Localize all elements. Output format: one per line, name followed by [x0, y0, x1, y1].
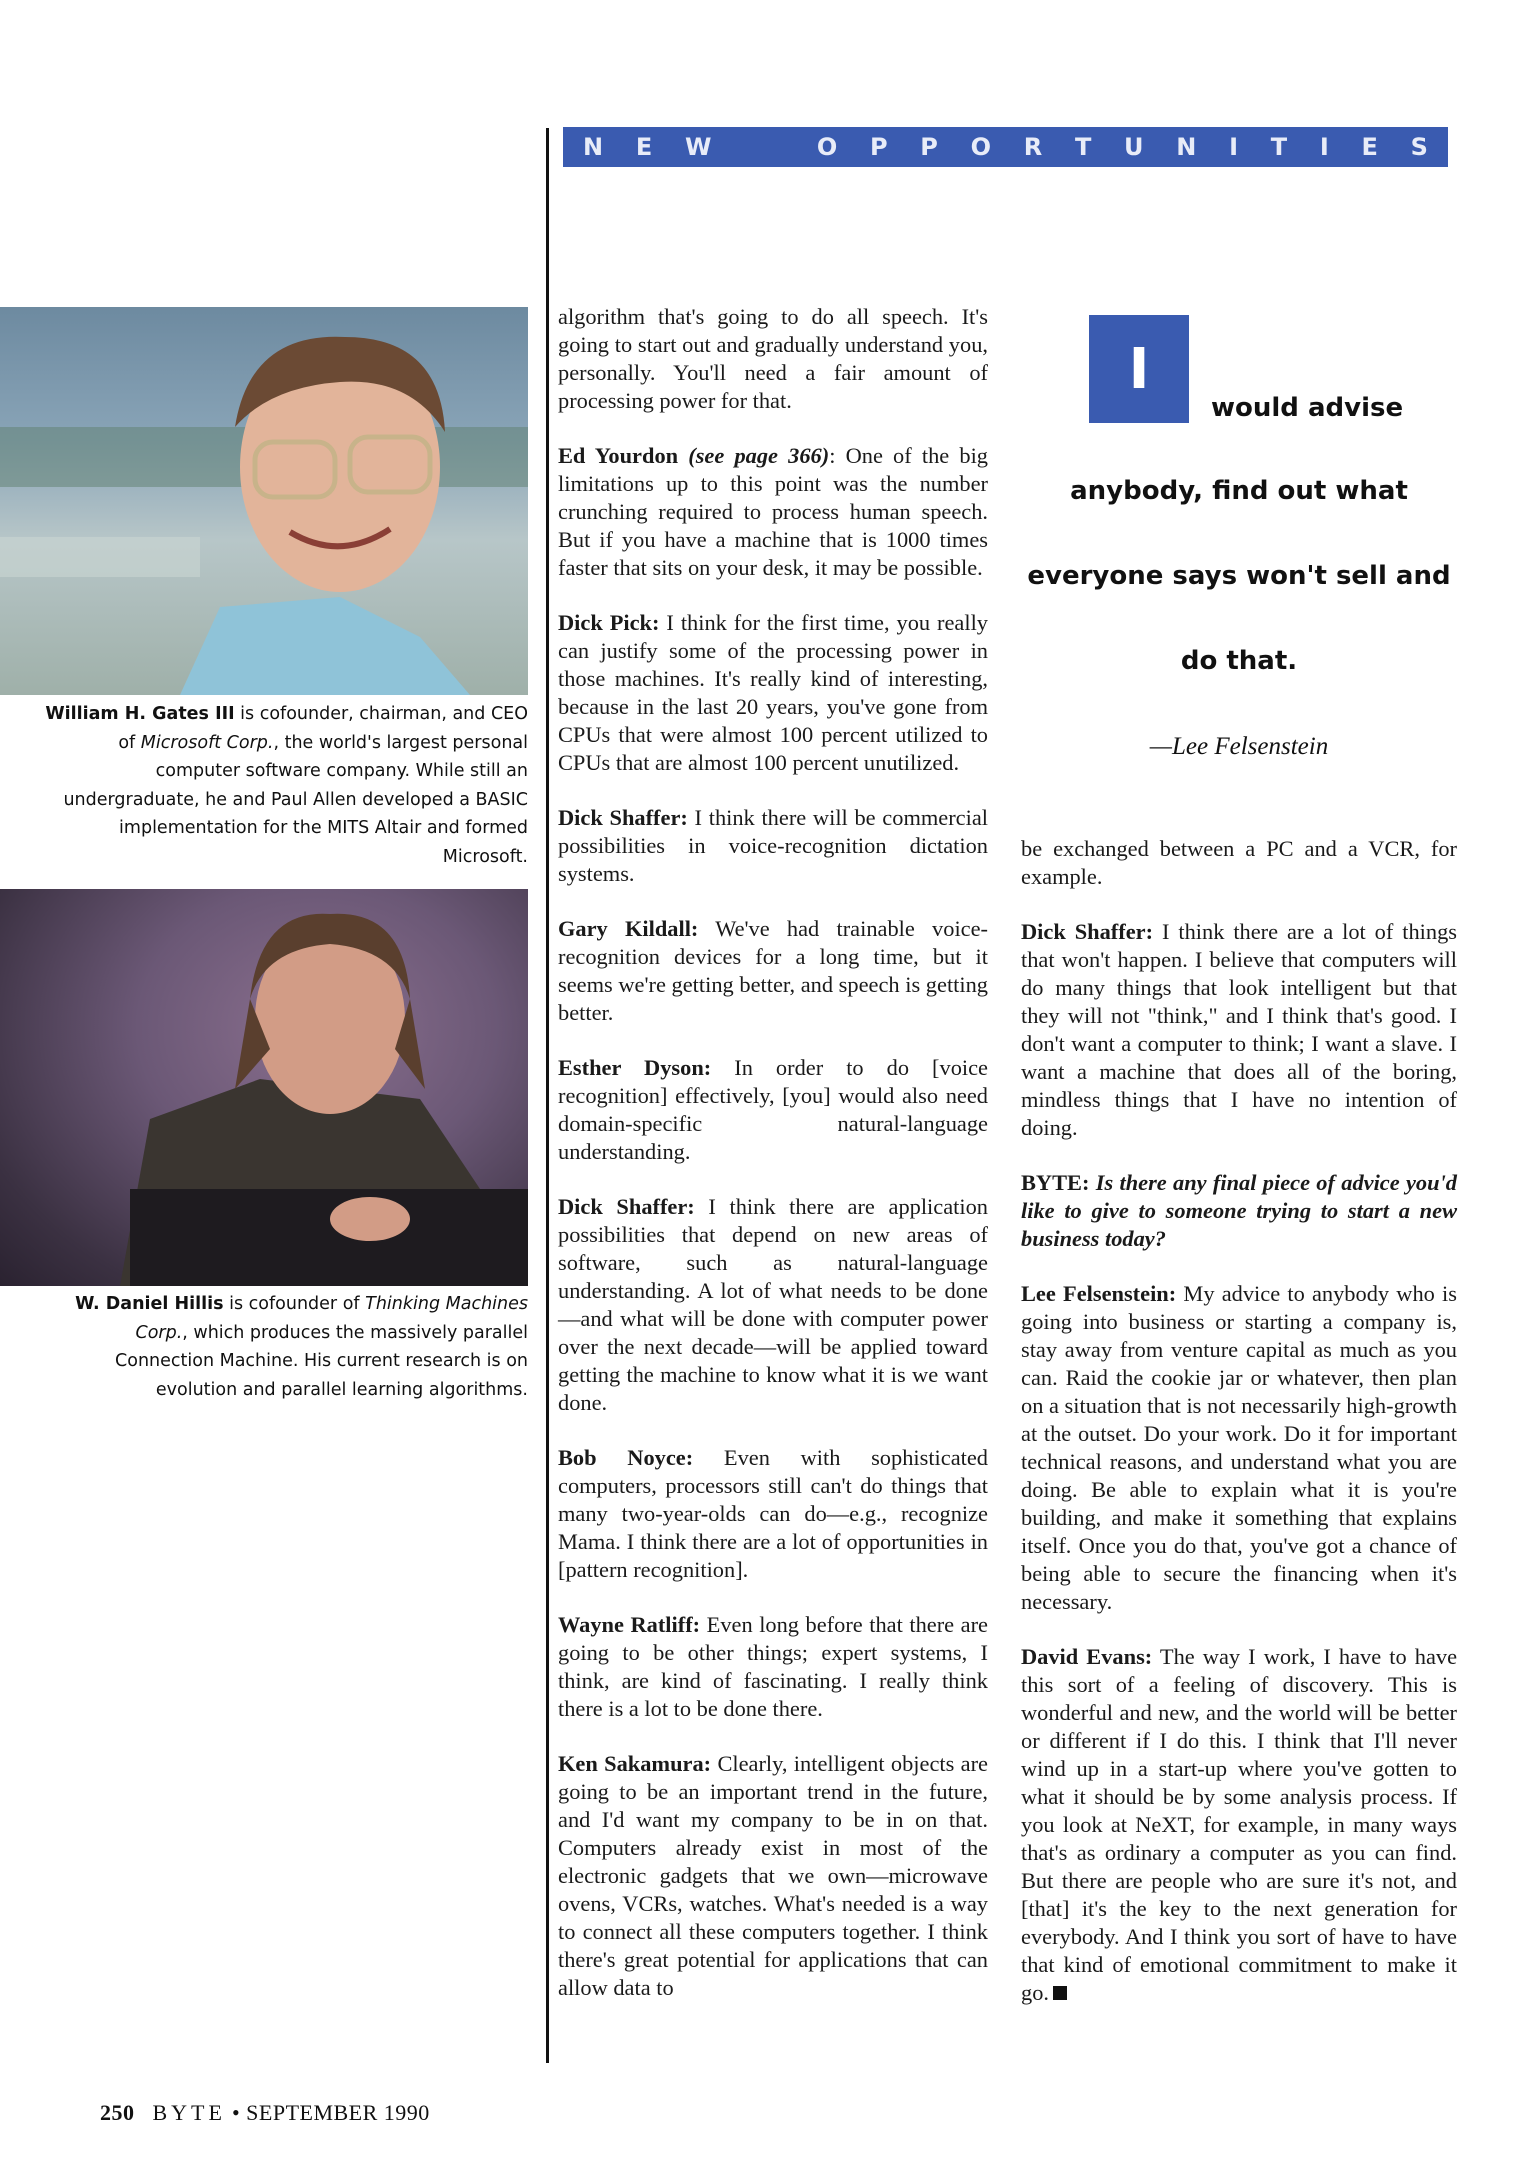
pull-quote-attribution: —Lee Felsenstein: [1149, 733, 1329, 760]
page-number: 250: [100, 2100, 135, 2125]
pull-quote-line: anybody, find out what: [1070, 476, 1408, 506]
paragraph-text: Even long before that there are going to be other things; expert systems, I think, are kind of fascinating. I really think there is a lot to be done there.: [558, 1612, 988, 1721]
header-letter: T: [1074, 133, 1092, 161]
paragraph: [558, 915, 988, 1027]
page-footer: [100, 2100, 430, 2126]
caption-text: , which produces the massively parallel Connection Machine. His current research is on evolution and parallel learning algorithms.: [115, 1322, 528, 1400]
paragraph-text: We've had trainable voice-recognition devices for a long time, but it seems we're getting better, and speech is getting better.: [558, 916, 988, 1025]
header-letter: U: [1124, 133, 1144, 161]
gates-photo: [0, 307, 528, 695]
speaker-name: Dick Shaffer:: [1021, 919, 1154, 944]
caption-text: , the world's largest personal computer software company. While still an undergraduate, he and Paul Allen developed a BASIC implementation for the MITS Altair and formed Microsoft.: [63, 732, 528, 867]
paragraph-text: Clearly, intelligent objects are going to be an important trend in the future, and I'd want my company to be in on that. Computers already exist in most of the electronic gadgets that we own—microwave ovens, VCRs, watches. What's needed is a way to connect all these computers together. I think there's great potential for applications that can allow data to: [558, 1751, 988, 2000]
page-reference: (see page 366): [678, 443, 830, 468]
header-letter: E: [1361, 133, 1378, 161]
header-letter: E: [635, 133, 653, 161]
caption-company: Microsoft Corp.: [140, 732, 274, 753]
speaker-name: Ken Sakamura:: [558, 1751, 712, 1776]
portrait-image: [0, 889, 528, 1286]
speaker-name: Dick Shaffer:: [558, 1194, 695, 1219]
paragraph-text: Even with sophisticated computers, processors still can't do things that many two-year-olds can do—e.g., recognize Mama. I think there are a lot of opportunities in [pattern recognition].: [558, 1445, 989, 1582]
caption-text: is cofounder of: [223, 1294, 366, 1314]
caption-text: is cofounder, chairman, and CEO of: [118, 704, 528, 753]
article-column-2: [558, 303, 988, 2029]
header-letter: O: [816, 133, 838, 161]
header-letter: N: [583, 133, 604, 161]
paragraph: [558, 1054, 988, 1166]
paragraph: [1021, 918, 1457, 1142]
speaker-name: Ed Yourdon: [558, 443, 679, 468]
paragraph-text: I think for the first time, you really can justify some of the processing power in those machines. It's really kind of interesting, because in the last 20 years, you've gone from CPUs that were almost 100 percent utilized to CPUs that are almost 100 percent unutilized.: [558, 610, 989, 775]
pull-quote-line: would advise: [1211, 393, 1404, 423]
paragraph: [558, 1193, 988, 1417]
header-letter: I: [1319, 133, 1329, 161]
caption-name: W. Daniel Hillis: [75, 1294, 224, 1314]
header-letter: W: [684, 133, 712, 161]
paragraph-text: I think there will be commercial possibilities in voice-recognition dictation systems.: [558, 805, 988, 886]
paragraph-text: The way I work, I have to have this sort of a feeling of discovery. This is wonderful and new, and the world will be better or different if I do this. I think that I'll never wind up in a start-up where you've gotten to what it should be by some analysis process. If you look at NeXT, for example, in many ways that's as ordinary a computer as you can find. But there are people who are sure it's not, and [that] it's the key to the next generation for everybody. And I think you sort of have to have that kind of emotional commitment to make it go.: [1021, 1644, 1458, 2005]
pull-quote-line: do that.: [1180, 646, 1298, 676]
gates-caption: [40, 700, 528, 871]
caption-company: Thinking Machines Corp.: [135, 1294, 528, 1343]
speaker-name: Lee Felsenstein:: [1021, 1281, 1177, 1306]
paragraph-text: In order to do [voice recognition] effectively, [you] would also need domain-specific natural-language understanding.: [558, 1055, 988, 1164]
paragraph-text: I think there are a lot of things that won't happen. I believe that computers will do many things that look intelligent but that they will not "think," and I think that's good. I don't want a computer to think; I want a slave. I want a machine that does all of the boring, mindless things that I have no intention of doing.: [1021, 919, 1457, 1140]
magazine-name: BYTE: [152, 2100, 226, 2125]
end-mark-icon: [1053, 1986, 1067, 2000]
drop-cap: I: [1089, 315, 1189, 423]
speaker-name: Dick Shaffer:: [558, 805, 688, 830]
header-letter: T: [1270, 133, 1288, 161]
article-column-3: [1021, 835, 1457, 2034]
paragraph: [558, 442, 988, 582]
paragraph: [1021, 1169, 1457, 1253]
question-text: Is there any final piece of advice you'd like to give to someone trying to start a new business today?: [1021, 1170, 1457, 1251]
paragraph: [558, 1750, 988, 2002]
footer-separator: •: [231, 2100, 241, 2125]
speaker-name: David Evans:: [1021, 1644, 1153, 1669]
header-letter: P: [920, 133, 938, 161]
pull-quote-line: everyone says won't sell and: [1027, 561, 1451, 591]
paragraph-text: algorithm that's going to do all speech. It's going to start out and gradually understand you, personally. You'll need a fair amount of processing power for that.: [558, 304, 988, 413]
speaker-name: Bob Noyce:: [558, 1445, 694, 1470]
paragraph: [558, 1611, 988, 1723]
caption-name: William H. Gates III: [45, 704, 235, 724]
header-letter: R: [1023, 133, 1043, 161]
header-letter: I: [1229, 133, 1238, 161]
paragraph-text: My advice to anybody who is going into business or starting a company is, stay away from venture capital as much as you can. Raid the cookie jar or whatever, then plan on a situation that is not necessarily high-growth at the outset. Do your work. Do it for important technical reasons, and understand what you are doing. Be able to explain what it is you're building, and make it something that explains itself. Once you do that, you've got a chance of being able to secure the financing when it's necessary.: [1021, 1281, 1457, 1614]
column-divider: [546, 128, 549, 2063]
paragraph: [1021, 835, 1457, 891]
speaker-name: BYTE:: [1021, 1170, 1090, 1195]
portrait-image: [0, 307, 528, 695]
paragraph: [558, 1444, 988, 1584]
paragraph-text: : One of the big limitations up to this point was the number crunching required to process human speech. But if you have a machine that is 1000 times faster that sits on your desk, it may be possible.: [558, 443, 988, 580]
issue-date: SEPTEMBER 1990: [246, 2100, 430, 2125]
section-header-bar: [563, 127, 1448, 167]
paragraph: [558, 804, 988, 888]
paragraph: [558, 303, 988, 415]
header-letter: N: [1176, 133, 1197, 161]
speaker-name: Esther Dyson:: [558, 1055, 712, 1080]
paragraph: [1021, 1643, 1457, 2007]
header-letter: P: [869, 133, 888, 161]
hillis-photo: [0, 889, 528, 1286]
paragraph: [558, 609, 988, 777]
speaker-name: Dick Pick:: [558, 610, 660, 635]
paragraph-text: be exchanged between a PC and a VCR, for example.: [1021, 836, 1457, 889]
paragraph-text: I think there are application possibilities that depend on new areas of software, such as natural-language understanding. A lot of what needs to be done—and what will be done with computer power over the next decade—will be applied toward getting the machine to know what it is we want done.: [558, 1194, 988, 1415]
hillis-caption: [40, 1290, 528, 1404]
speaker-name: Wayne Ratliff:: [558, 1612, 701, 1637]
header-letter: S: [1410, 133, 1428, 161]
speaker-name: Gary Kildall:: [558, 916, 699, 941]
header-letter: O: [970, 133, 992, 161]
paragraph: [1021, 1280, 1457, 1616]
